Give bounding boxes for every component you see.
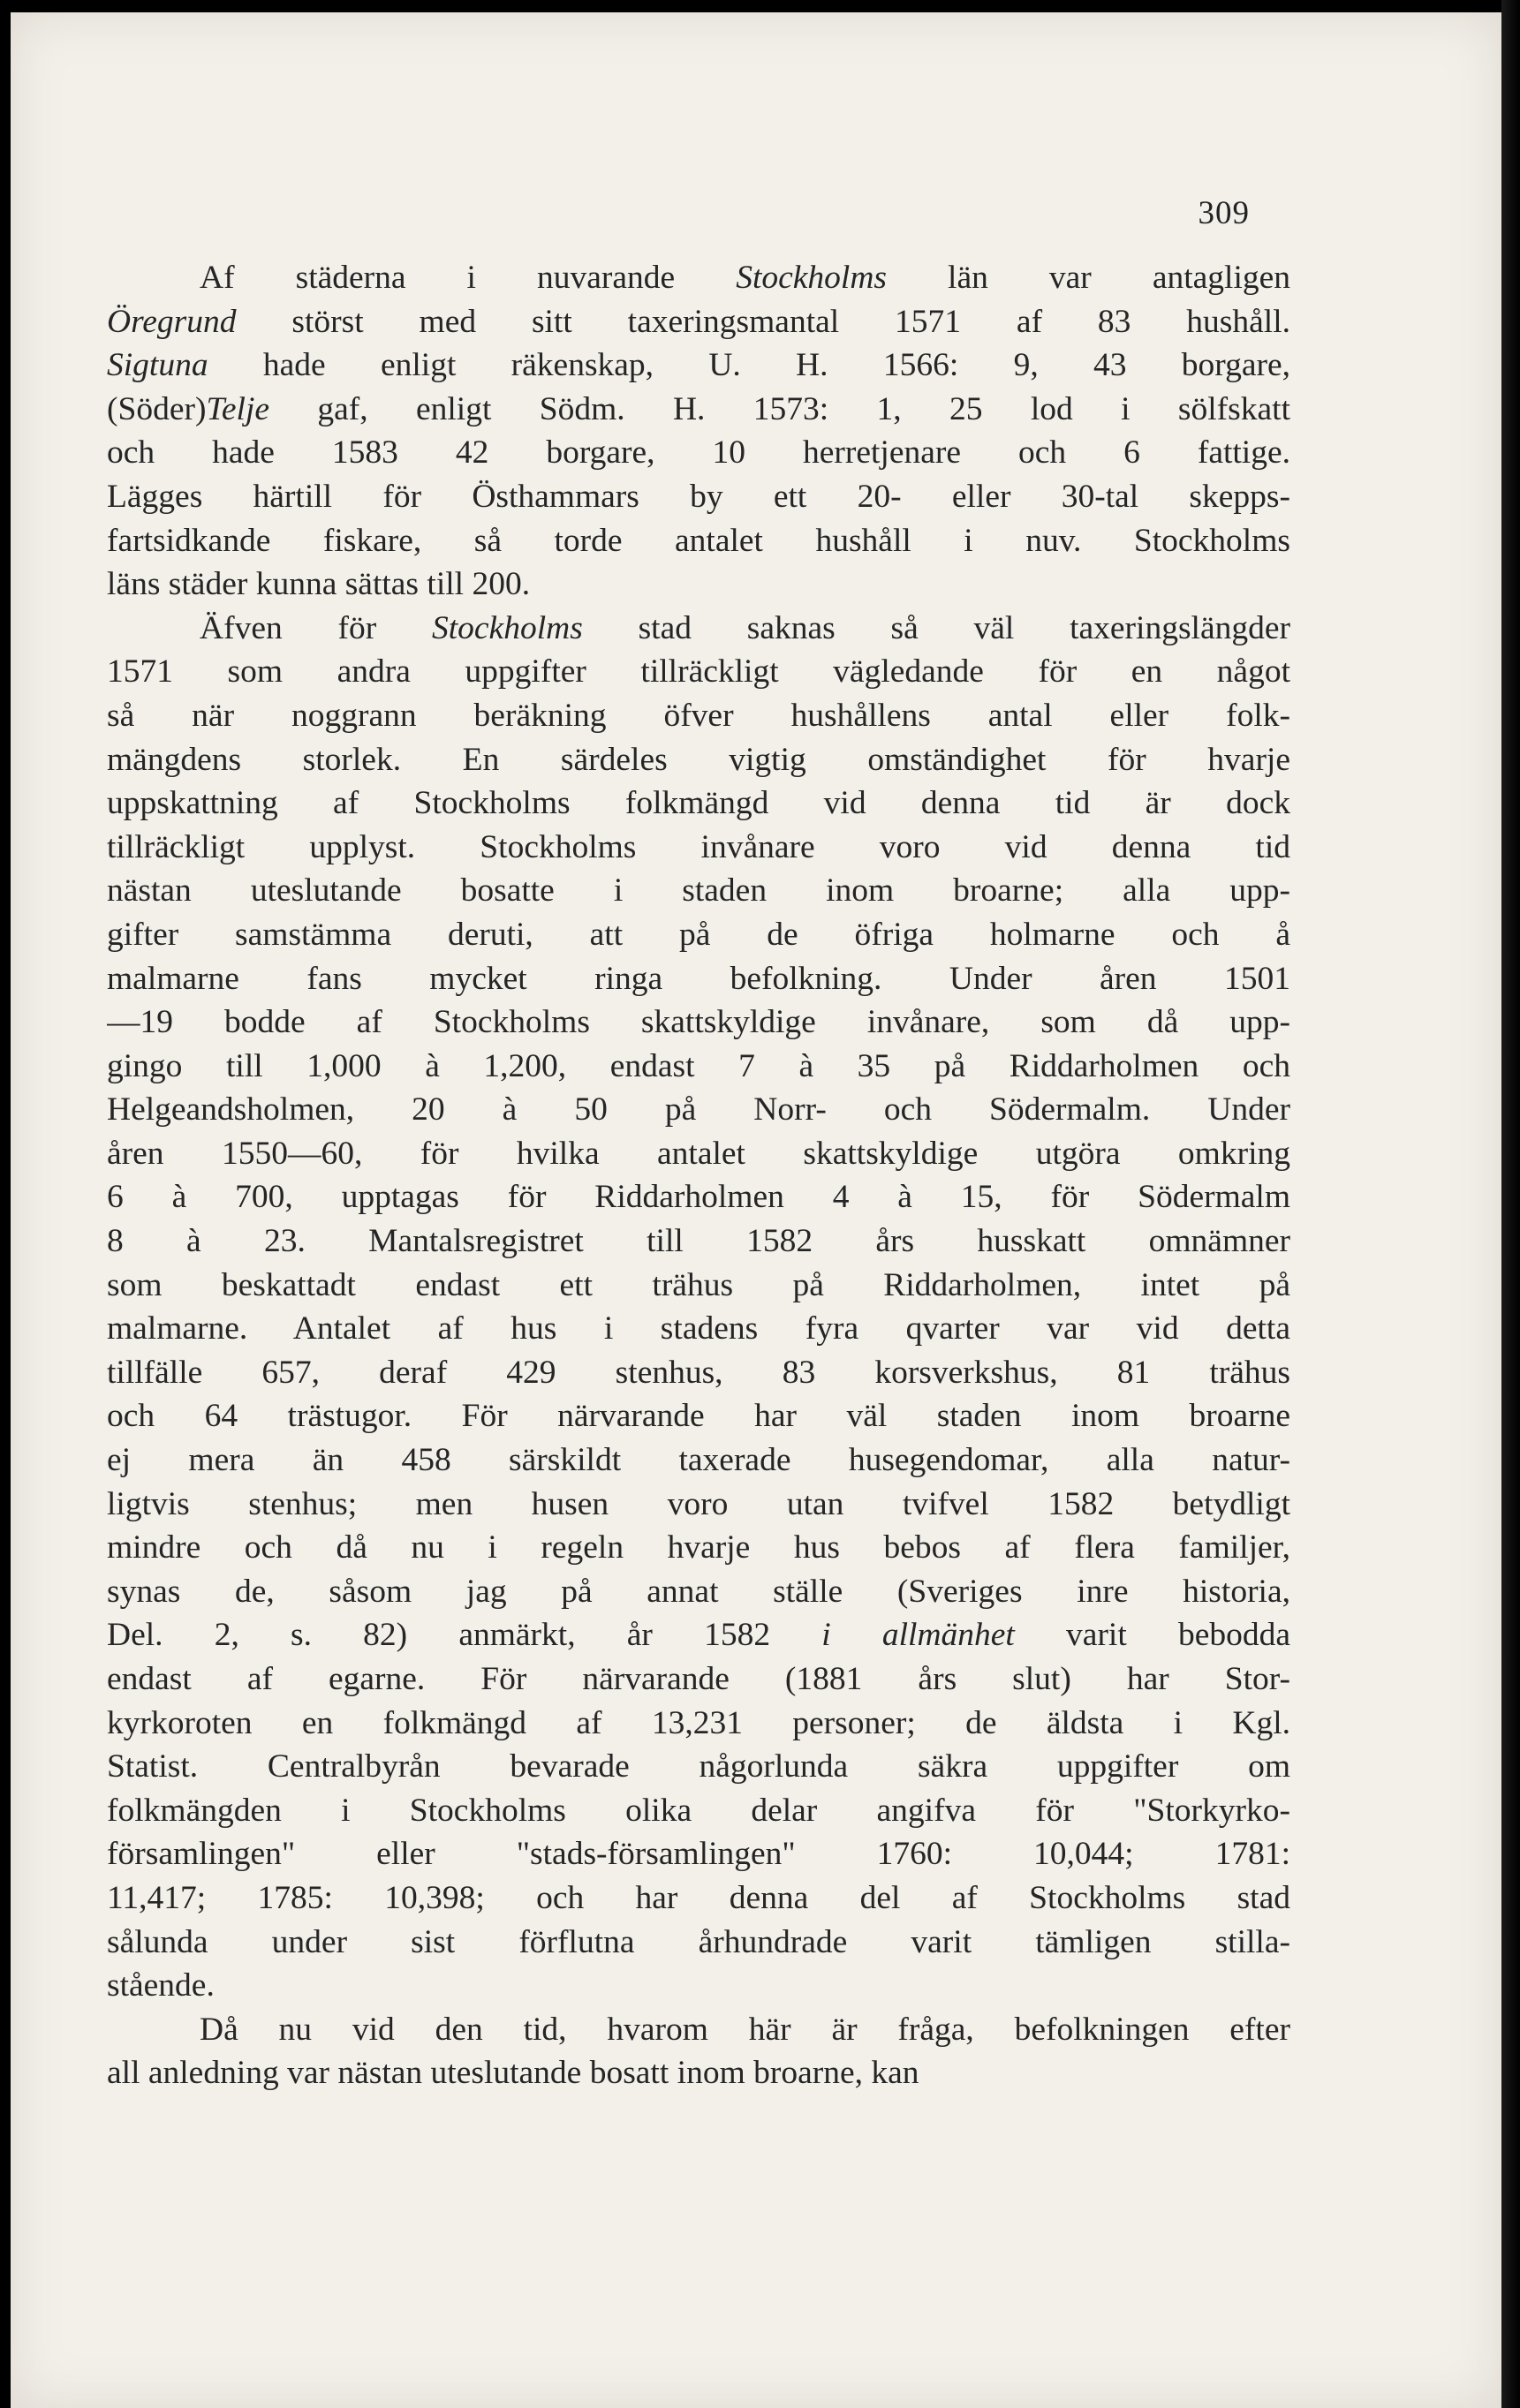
text-line: Helgeandsholmen, 20 à 50 på Norr- och Södermalm. Under (107, 1091, 1290, 1129)
text-line: 1571 som andra uppgifter tillräckligt vägledande för en något (107, 653, 1290, 691)
text-line: ej mera än 458 särskildt taxerade husegendomar, alla natur- (107, 1442, 1290, 1479)
text-line: sålunda under sist förflutna århundrade varit tämligen stilla- (107, 1923, 1290, 1960)
text-line: 6 à 700, upptagas för Riddarholmen 4 à 15, för Södermalm (107, 1179, 1290, 1216)
body-text (107, 256, 1290, 2095)
text-line: Sigtuna hade enligt räkenskap, U. H. 1566: 9, 43 borgare, (107, 347, 1290, 384)
text-line: malmarne. Antalet af hus i stadens fyra qvarter var vid detta (107, 1310, 1290, 1347)
text-line: Lägges härtill för Östhammars by ett 20- eller 30-tal skepps- (107, 478, 1290, 515)
book-edge (1501, 0, 1520, 2408)
text-line: så när noggrann beräkning öfver hushållens antal eller folk- (107, 697, 1290, 734)
text-line: och 64 trästugor. För närvarande har väl staden inom broarne (107, 1398, 1290, 1435)
text-line: mindre och då nu i regeln hvarje hus bebos af flera familjer, (107, 1529, 1290, 1566)
text-line: gifter samstämma deruti, att på de öfriga holmarne och å (107, 916, 1290, 953)
text-line: all anledning var nästan uteslutande bosatt inom broarne, kan (107, 2055, 919, 2092)
text-line: kyrkoroten en folkmängd af 13,231 personer; de äldsta i Kgl. (107, 1704, 1290, 1741)
text-line: och hade 1583 42 borgare, 10 herretjenare och 6 fattige. (107, 434, 1290, 472)
text-line: —19 bodde af Stockholms skattskyldige invånare, som då upp- (107, 1004, 1290, 1041)
text-line: stående. (107, 1967, 215, 2004)
text-line: endast af egarne. För närvarande (1881 års slut) har Stor- (107, 1661, 1290, 1697)
text-line: malmarne fans mycket ringa befolkning. Under åren 1501 (107, 960, 1290, 997)
text-line: nästan uteslutande bosatte i staden inom broarne; alla upp- (107, 872, 1290, 910)
text-line: Öregrund störst med sitt taxeringsmantal 1571 af 83 hushåll. (107, 303, 1290, 340)
page-number: 309 (1198, 195, 1250, 231)
text-line: Äfven för Stockholms stad saknas så väl taxeringslängder (200, 609, 1290, 646)
text-line: ligtvis stenhus; men husen voro utan tvifvel 1582 betydligt (107, 1485, 1290, 1522)
text-line: Statist. Centralbyrån bevarade någorlunda säkra uppgifter om (107, 1748, 1290, 1785)
text-line: Del. 2, s. 82) anmärkt, år 1582 i allmänhet varit bebodda (107, 1617, 1290, 1654)
text-line: Af städerna i nuvarande Stockholms län var antagligen (200, 260, 1290, 296)
text-line: folkmängden i Stockholms olika delar angifva för "Storkyrko- (107, 1792, 1290, 1829)
text-line: gingo till 1,000 à 1,200, endast 7 à 35 på Riddarholmen och (107, 1047, 1290, 1084)
text-line: tillräckligt upplyst. Stockholms invånare voro vid denna tid (107, 828, 1290, 865)
text-line: Då nu vid den tid, hvarom här är fråga, befolkningen efter (200, 2011, 1290, 2048)
text-line: (Söder)Telje gaf, enligt Södm. H. 1573: 1, 25 lod i sölfskatt (107, 390, 1290, 427)
text-line: mängdens storlek. En särdeles vigtig omständighet för hvarje (107, 741, 1290, 778)
text-line: 8 à 23. Mantalsregistret till 1582 års husskatt omnämner (107, 1223, 1290, 1260)
text-line: 11,417; 1785: 10,398; och har denna del af Stockholms stad (107, 1879, 1290, 1916)
text-line: synas de, såsom jag på annat ställe (Sveriges inre historia, (107, 1573, 1290, 1610)
text-line: församlingen" eller "stads-församlingen" 1760: 10,044; 1781: (107, 1836, 1290, 1873)
text-line: fartsidkande fiskare, så torde antalet hushåll i nuv. Stockholms (107, 522, 1290, 559)
text-line: som beskattadt endast ett trähus på Riddarholmen, intet på (107, 1266, 1290, 1303)
text-line: tillfälle 657, deraf 429 stenhus, 83 korsverkshus, 81 trähus (107, 1354, 1290, 1391)
text-line: åren 1550—60, för hvilka antalet skattskyldige utgöra omkring (107, 1135, 1290, 1172)
text-line: läns städer kunna sättas till 200. (107, 566, 531, 603)
text-line: uppskattning af Stockholms folkmängd vid denna tid är dock (107, 785, 1290, 822)
